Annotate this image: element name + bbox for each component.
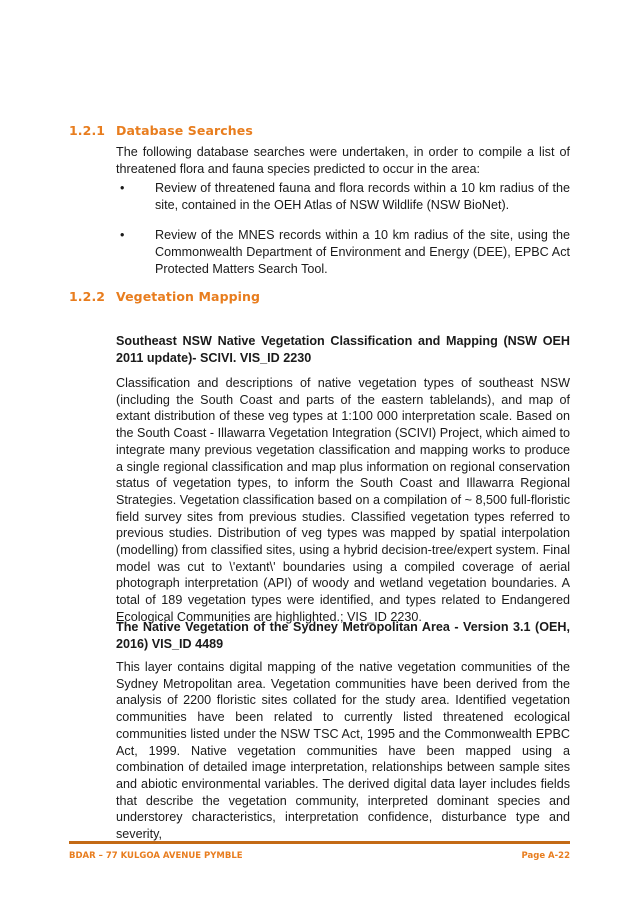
heading-database-searches [69,123,253,138]
section-title: Vegetation Mapping [116,289,261,304]
list-item [116,227,570,277]
heading-vegetation-mapping [69,289,260,304]
footer-page-number: Page A-22 [521,851,570,861]
list-item [116,180,570,213]
database-searches-intro: The following database searches were undertaken, in order to compile a list of threatened flora and fauna species predicted to occur in the area: [116,145,570,176]
section-title: Database Searches [116,123,253,138]
section-number: 1.2.2 [69,289,106,304]
list-item-text: Review of threatened fauna and flora records within a 10 km radius of the site, contained in the OEH Atlas of NSW Wildlife (NSW BioNet). [155,181,570,212]
list-item-text: Review of the MNES records within a 10 km radius of the site, using the Commonwealth Department of Environment and Energy (DEE), EPBC Act Protected Matters Search Tool. [155,228,570,276]
section-number: 1.2.1 [69,123,106,138]
footer-rule [69,841,570,844]
footer-document-title: BDAR – 77 KULGOA AVENUE PYMBLE [69,851,243,861]
subsection-body-sydney-metro: This layer contains digital mapping of the native vegetation communities of the Sydney Metropolitan area. Vegetation communities have been derived from the analysis of 2200 floristic sites collated for the study area. Identified vegetation communities have been related to currently listed threatened ecological communities listed under the NSW TSC Act, 1995 and the Commonwealth EPBC Act, 1999. Native vegetation communities have been mapped using a combination of detailed image interpretation, relationships between sample sites and abiotic environmental variables. The derived digital data layer includes fields that describe the vegetation community, interpreted dominant species and understorey characteristics, interpretation confidence, disturbance type and severity, [116,660,570,842]
subsection-title-sydney-metro: The Native Vegetation of the Sydney Metropolitan Area - Version 3.1 (OEH, 2016) VIS_ID 4489 [116,620,570,651]
subsection-title-scivi: Southeast NSW Native Vegetation Classification and Mapping (NSW OEH 2011 update)- SCIVI. VIS_ID 2230 [116,334,570,365]
bullet-icon: • [120,228,125,243]
subsection-body-scivi: Classification and descriptions of native vegetation types of southeast NSW (including the South Coast and parts of the eastern tablelands), and map of extant distribution of these veg types at 1:100 000 interpretation scale. Based on the South Coast - Illawarra Vegetation Integration (SCIVI) Project, which aimed to integrate many previous vegetation classification and mapping works to produce a single regional classification and map plus information on regional conservation status of vegetation types, to inform the South Coast and Illawarra Regional Strategies. Vegetation classification based on a compilation of ~ 8,500 full-floristic field survey sites from previous studies. Classified vegetation types referred to previous studies. Distribution of veg types was mapped by spatial interpolation (modelling) from classified sites, using a hybrid decision-tree/expert system. Final model was cut to \'extant\' boundaries using a compiled coverage of aerial photograph interpretation (API) of woody and wetland vegetation boundaries. A total of 189 vegetation types were identified, and types related to Endangered Ecological Communities are highlighted.; VIS_ID 2230. [116,376,570,624]
database-searches-list [116,180,570,292]
bullet-icon: • [120,181,125,195]
